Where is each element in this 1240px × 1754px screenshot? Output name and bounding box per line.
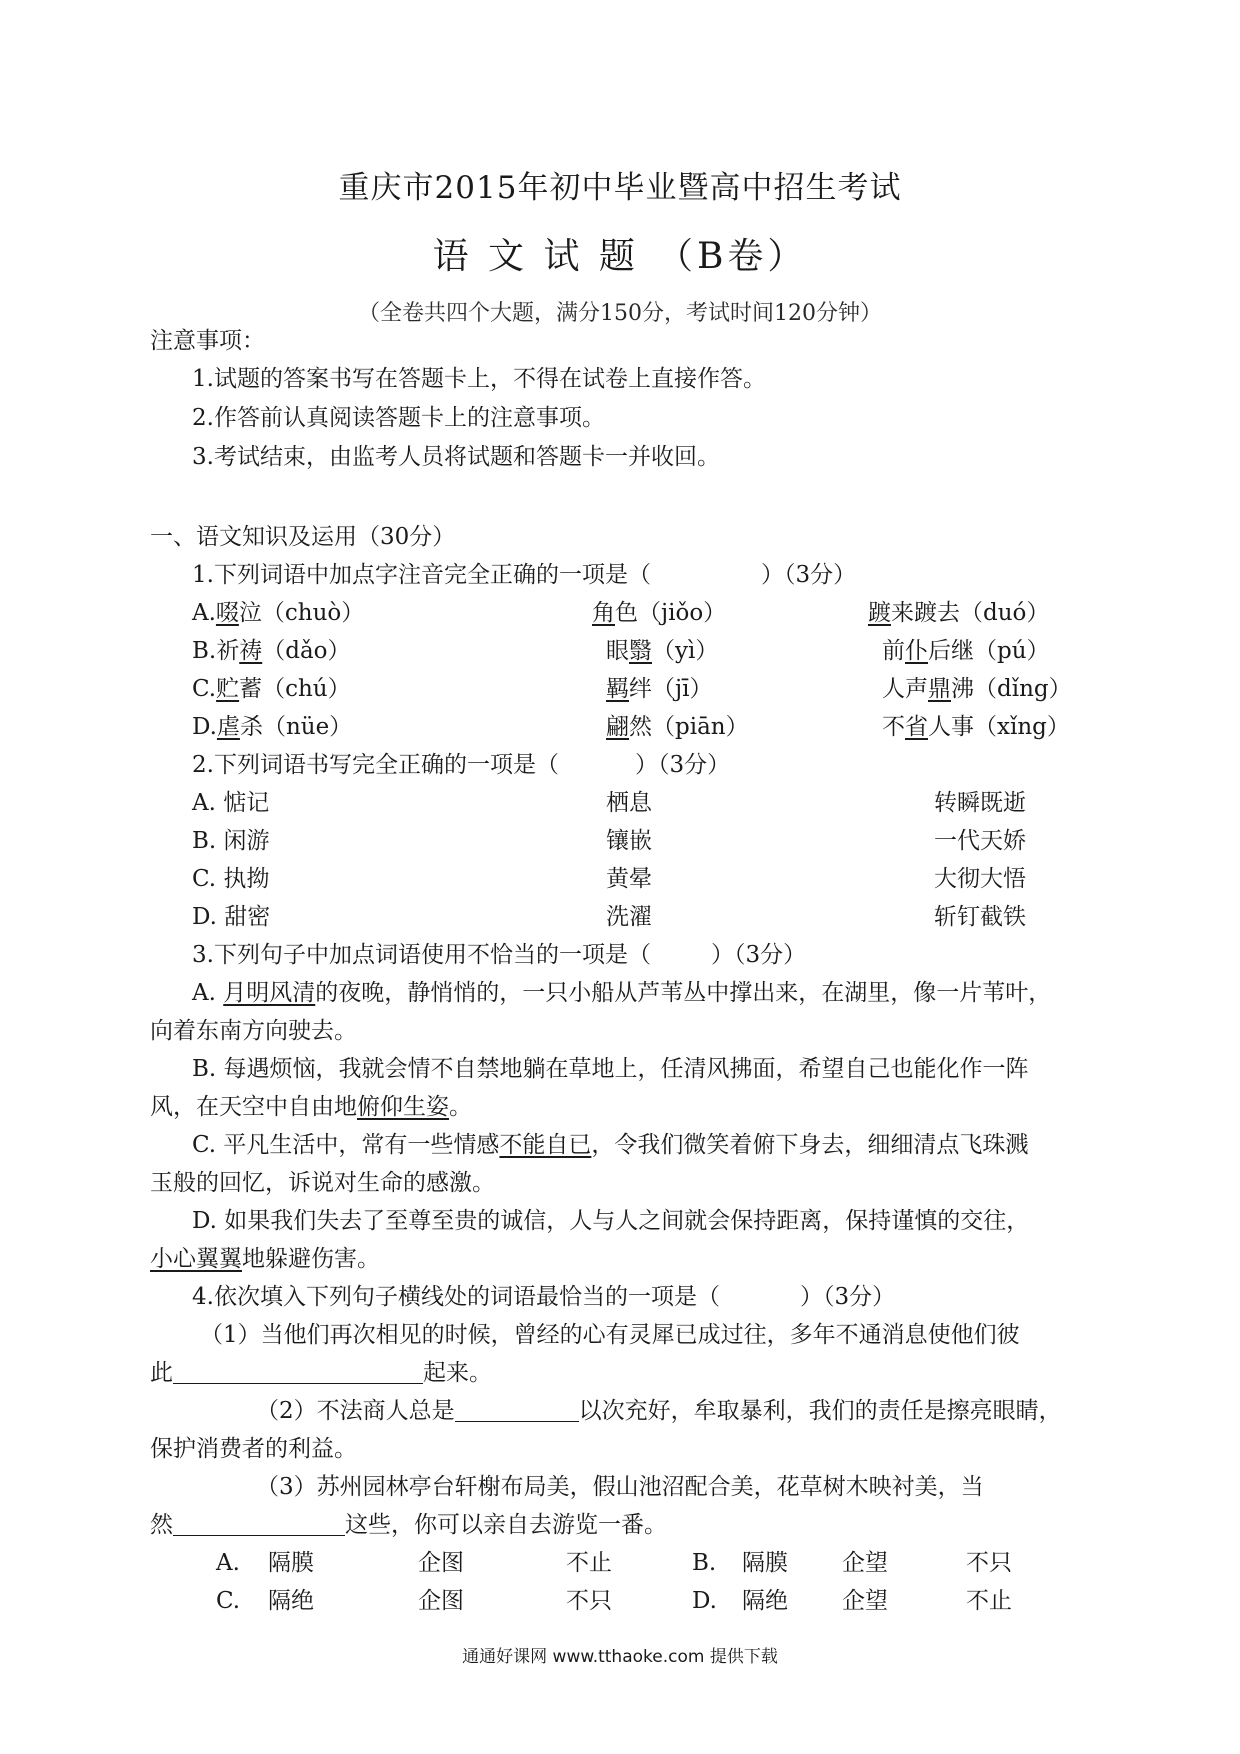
q3-option-b: B. 每遇烦恼，我就会情不自禁地躺在草地上，任清风拂面，希望自己也能化作一阵 (192, 1056, 1029, 1082)
q4-option-d-word-1: 隔绝 (742, 1588, 788, 1614)
q3-option-d-cont: 小心翼翼地躲避伤害。 (150, 1246, 380, 1272)
paper-version: （B卷） (656, 236, 808, 277)
q1-option-c-1: C.贮蓄（chú） (192, 676, 351, 702)
q1-option-a-1: A.啜泣（chuò） (192, 600, 365, 626)
fill-blank-1[interactable] (173, 1359, 423, 1384)
q4-sentence-2-cont: 保护消费者的利益。 (150, 1436, 357, 1462)
q3-option-c: C. 平凡生活中，常有一些情感不能自已，令我们微笑着俯下身去，细细清点飞珠溅 (192, 1132, 1029, 1158)
q3-option-d: D. 如果我们失去了至尊至贵的诚信，人与人之间就会保持距离，保持谨慎的交往， (192, 1208, 1030, 1234)
q4-option-b-word-2: 企望 (842, 1550, 888, 1576)
q3-option-a: A. 月明风清的夜晚，静悄悄的，一只小船从芦苇丛中撑出来，在湖里，像一片苇叶， (192, 980, 1052, 1006)
q4-option-c-label: C. (216, 1588, 241, 1614)
q2-option-c-1: C. 执拗 (192, 866, 270, 892)
subject-title: 语 文 试 题 (432, 236, 639, 277)
q2-option-a-3: 转瞬既逝 (934, 790, 1026, 816)
question-4-stem: 4.依次填入下列句子横线处的词语最恰当的一项是（ ）（3分） (192, 1284, 896, 1310)
q4-option-c-word-1: 隔绝 (268, 1588, 314, 1614)
q2-option-b-2: 镶嵌 (606, 828, 652, 854)
notice-item-2: 2.作答前认真阅读答题卡上的注意事项。 (192, 405, 605, 431)
q4-option-a-label: A. (216, 1550, 240, 1576)
q4-option-a-word-3: 不止 (566, 1550, 612, 1576)
q1-option-a-2: 角色（jiǒo） (592, 600, 727, 626)
section-heading: 一、语文知识及运用（30分） (150, 524, 456, 550)
q3-option-b-cont: 风，在天空中自由地俯仰生姿。 (150, 1094, 472, 1120)
q4-sentence-1-cont: 此 起来。 (150, 1360, 492, 1386)
paper-subtitle (0, 228, 1240, 279)
q2-option-a-1: A. 惦记 (192, 790, 270, 816)
exam-info: （全卷共四个大题，满分150分，考试时间120分钟） (358, 301, 882, 326)
q1-option-a-3: 踱来踱去（duó） (868, 600, 1050, 626)
q1-option-c-3: 人声鼎沸（dǐng） (882, 676, 1072, 702)
q4-option-d-word-2: 企望 (842, 1588, 888, 1614)
q1-option-b-1: B.祈祷（dǎo） (192, 638, 351, 664)
question-2-stem: 2.下列词语书写完全正确的一项是（ ）（3分） (192, 752, 731, 778)
q1-option-b-3: 前仆后继（pú） (882, 638, 1050, 664)
q2-option-c-3: 大彻大悟 (934, 866, 1026, 892)
q4-sentence-2: （2）不法商人总是 以次充好，牟取暴利，我们的责任是擦亮眼睛， (256, 1398, 1062, 1424)
notice-item-1: 1.试题的答案书写在答题卡上，不得在试卷上直接作答。 (192, 366, 766, 392)
q4-option-b-word-1: 隔膜 (742, 1550, 788, 1576)
q1-option-d-3: 不省人事（xǐng） (882, 714, 1070, 740)
q4-option-b-label: B. (692, 1550, 717, 1576)
q4-option-d-label: D. (692, 1588, 717, 1614)
q4-sentence-3-cont: 然 这些，你可以亲自去游览一番。 (150, 1512, 667, 1538)
q1-option-c-2: 羁绊（jī） (606, 676, 713, 702)
q1-option-d-2: 翩然（piān） (606, 714, 749, 740)
q2-option-b-1: B. 闲游 (192, 828, 270, 854)
q2-option-c-2: 黄晕 (606, 866, 652, 892)
q2-option-b-3: 一代天娇 (934, 828, 1026, 854)
q1-option-b-2: 眼翳（yì） (606, 638, 719, 664)
question-3-stem: 3.下列句子中加点词语使用不恰当的一项是（ ）（3分） (192, 942, 807, 968)
q3-option-c-cont: 玉般的回忆，诉说对生命的感激。 (150, 1170, 495, 1196)
q2-option-a-2: 栖息 (606, 790, 652, 816)
q4-option-b-word-3: 不只 (966, 1550, 1012, 1576)
q3-option-a-cont: 向着东南方向驶去。 (150, 1018, 357, 1044)
q4-option-a-word-1: 隔膜 (268, 1550, 314, 1576)
q4-sentence-3: （3）苏州园林亭台轩榭布局美，假山池沼配合美，花草树木映衬美，当 (256, 1474, 984, 1500)
question-1-stem (192, 560, 856, 590)
notice-item-3: 3.考试结束，由监考人员将试题和答题卡一并收回。 (192, 444, 720, 470)
fill-blank-2[interactable] (455, 1397, 579, 1422)
q4-option-c-word-3: 不只 (566, 1588, 612, 1614)
q2-option-d-1: D. 甜密 (192, 904, 271, 930)
q4-option-a-word-2: 企图 (418, 1550, 464, 1576)
q4-option-c-word-2: 企图 (418, 1588, 464, 1614)
question-score: ）（3分） (760, 562, 857, 588)
q2-option-d-3: 斩钉截铁 (934, 904, 1026, 930)
exam-title: 重庆市2015年初中毕业暨高中招生考试 (338, 170, 902, 206)
q4-sentence-1: （1）当他们再次相见的时候，曾经的心有灵犀已成过往，多年不通消息使他们彼 (200, 1322, 1020, 1348)
question-stem-text: 1.下列词语中加点字注音完全正确的一项是（ (192, 562, 651, 588)
fill-blank-3[interactable] (173, 1511, 345, 1536)
q4-option-d-word-3: 不止 (966, 1588, 1012, 1614)
footer-source: 通通好课网 www.tthaoke.com 提供下载 (462, 1647, 778, 1667)
q1-option-d-1: D.虐杀（nüe） (192, 714, 353, 740)
q2-option-d-2: 洗濯 (606, 904, 652, 930)
notice-heading: 注意事项： (150, 328, 265, 354)
answer-blank (651, 562, 761, 586)
